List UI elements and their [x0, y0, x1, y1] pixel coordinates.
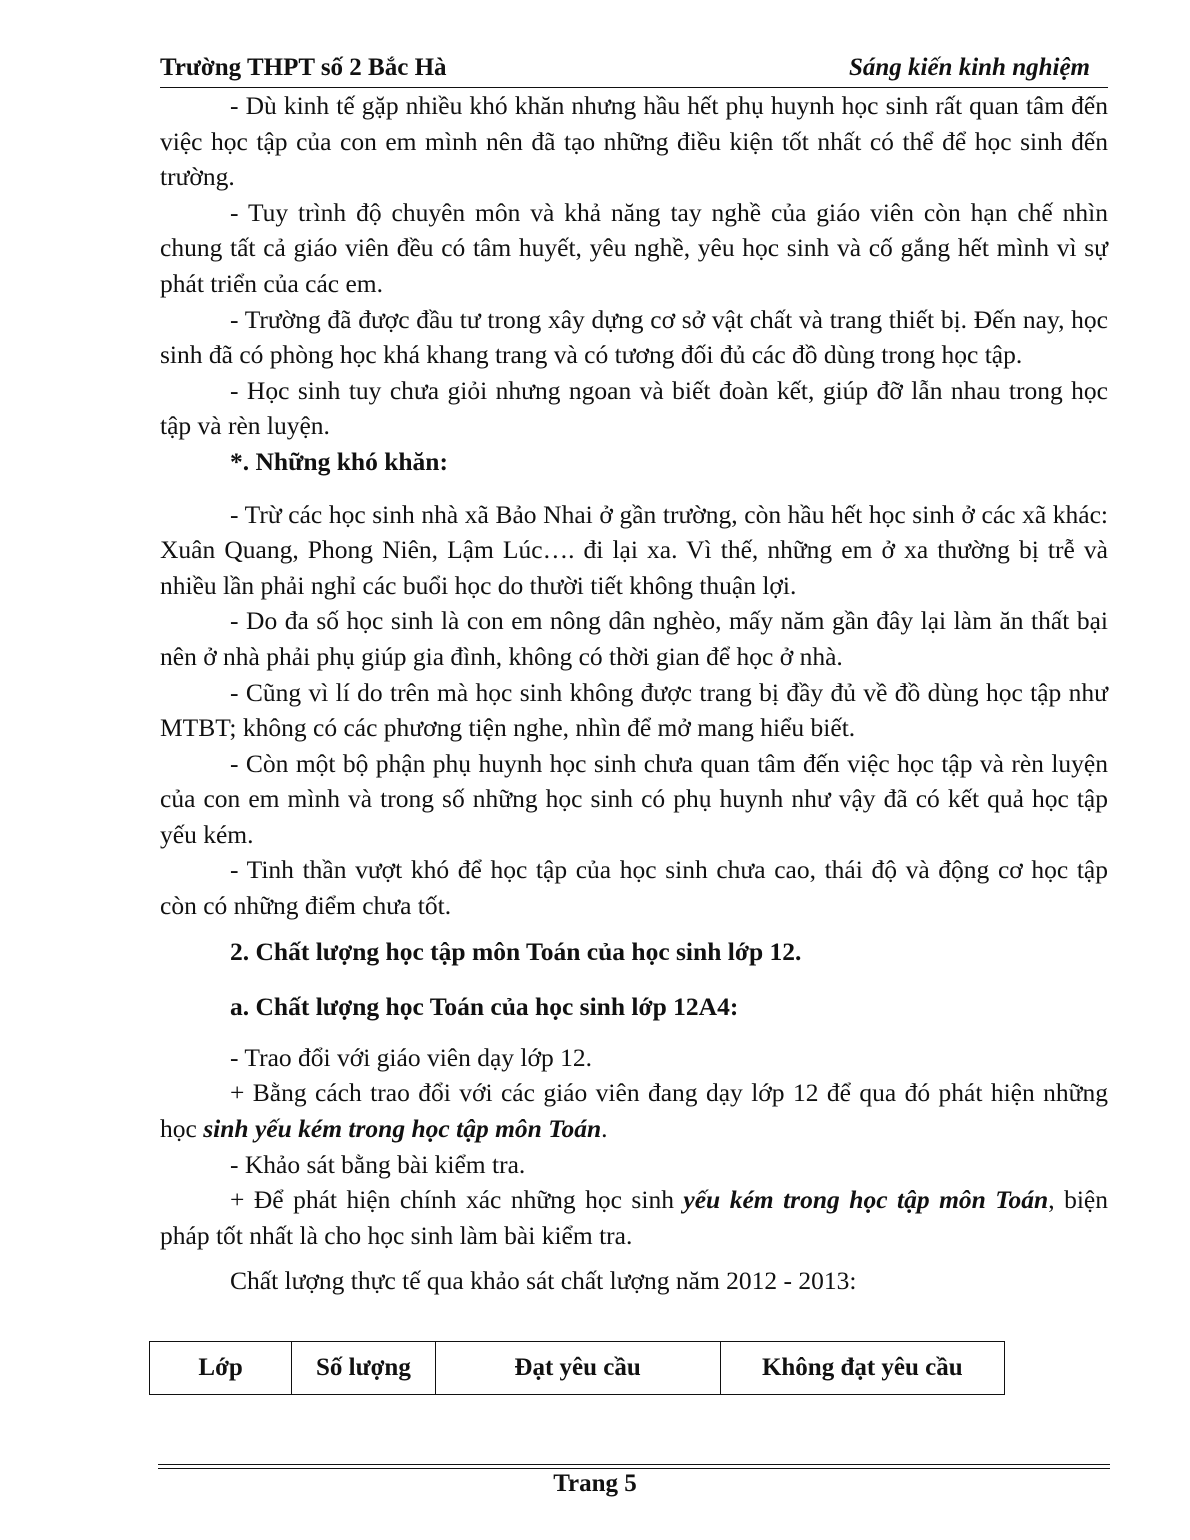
school-name: Trường THPT số 2 Bắc Hà — [160, 54, 447, 81]
table-header-row — [150, 1342, 1005, 1395]
paragraph: - Khảo sát bằng bài kiểm tra. — [230, 1149, 526, 1179]
text-run: + Để phát hiện chính xác những học sinh — [230, 1185, 684, 1215]
paragraph: - Tuy trình độ chuyên môn và khả năng tay nghề của giáo viên còn hạn chế nhìn chung tất cả giáo viên đều có tâm huyết, yêu nghề, yêu học sinh và cố gắng hết mình vì sự phát triển của các em. — [160, 197, 1108, 298]
section-heading-2: 2. Chất lượng học tập môn Toán của học sinh lớp 12. — [230, 936, 802, 966]
document-type: Sáng kiến kinh nghiệm — [848, 54, 1090, 81]
footer-divider — [158, 1464, 1110, 1465]
section-heading-2a: a. Chất lượng học Toán của học sinh lớp 12A4: — [230, 992, 739, 1022]
paragraph: - Học sinh tuy chưa giỏi nhưng ngoan và biết đoàn kết, giúp đỡ lẫn nhau trong học tập và rèn luyện. — [160, 375, 1108, 441]
emphasis-text: sinh yếu kém trong học tập môn Toán — [203, 1114, 602, 1144]
paragraph: - Trừ các học sinh nhà xã Bảo Nhai ở gần trường, còn hầu hết học sinh ở các xã khác: Xuân Quang, Phong Niên, Lậm Lúc…. đi lại xa. Vì thế, những em ở xa thường bị trễ và nhiều lần phải nghỉ các buổi học do thười tiết không thuận lợi. — [160, 499, 1108, 600]
table-header-cell: Không đạt yêu cầu — [720, 1342, 1004, 1395]
paragraph: - Còn một bộ phận phụ huynh học sinh chưa quan tâm đến việc học tập và rèn luyện của con em mình và trong số những học sinh có phụ huynh như vậy đã có kết quả học tập yếu kém. — [160, 748, 1108, 849]
table-header-cell: Số lượng — [292, 1342, 435, 1395]
paragraph: - Tinh thần vượt khó để học tập của học sinh chưa cao, thái độ và động cơ học tập còn có những điểm chưa tốt. — [160, 855, 1108, 921]
footer-divider-inner — [158, 1468, 1110, 1469]
paragraph: - Trường đã được đầu tư trong xây dựng cơ sở vật chất và trang thiết bị. Đến nay, học sinh đã có phòng học khá khang trang và có tương đối đủ các đồ dùng trong học tập. — [160, 304, 1108, 370]
page-header — [160, 50, 1090, 86]
paragraph — [160, 1075, 1108, 1146]
emphasis-text: yếu kém trong học tập môn Toán — [683, 1185, 1049, 1215]
document-body — [160, 88, 1108, 1299]
page-number: Trang 5 — [553, 1470, 637, 1497]
paragraph: - Cũng vì lí do trên mà học sinh không được trang bị đầy đủ về đồ dùng học tập như MTBT; không có các phương tiện nghe, nhìn để mở mang hiểu biết. — [160, 677, 1108, 743]
table-header-cell: Lớp — [150, 1342, 292, 1395]
text-run: + Bằng cách trao đổi với các giáo viên đang dạy lớp 12 để qua đó phát hiện những học — [160, 1078, 1108, 1144]
section-heading-difficulties: *. Những khó khăn: — [230, 446, 448, 476]
text-run: . — [601, 1114, 608, 1144]
paragraph: Chất lượng thực tế qua khảo sát chất lượng năm 2012 - 2013: — [230, 1266, 857, 1296]
paragraph: - Trao đổi với giáo viên dạy lớp 12. — [230, 1042, 592, 1072]
table-header-cell: Đạt yêu cầu — [435, 1342, 720, 1395]
paragraph — [160, 1182, 1108, 1253]
text-run: , biện pháp tốt nhất là cho học sinh làm bài kiểm tra. — [160, 1185, 1108, 1250]
paragraph: - Dù kinh tế gặp nhiều khó khăn nhưng hầu hết phụ huynh học sinh rất quan tâm đến việc học tập của con em mình nên đã tạo những điều kiện tốt nhất có thể để học sinh đến trường. — [160, 91, 1108, 192]
quality-table — [149, 1341, 1005, 1395]
paragraph: - Do đa số học sinh là con em nông dân nghèo, mấy năm gần đây lại làm ăn thất bại nên ở nhà phải phụ giúp gia đình, không có thời gian để học ở nhà. — [160, 606, 1108, 671]
